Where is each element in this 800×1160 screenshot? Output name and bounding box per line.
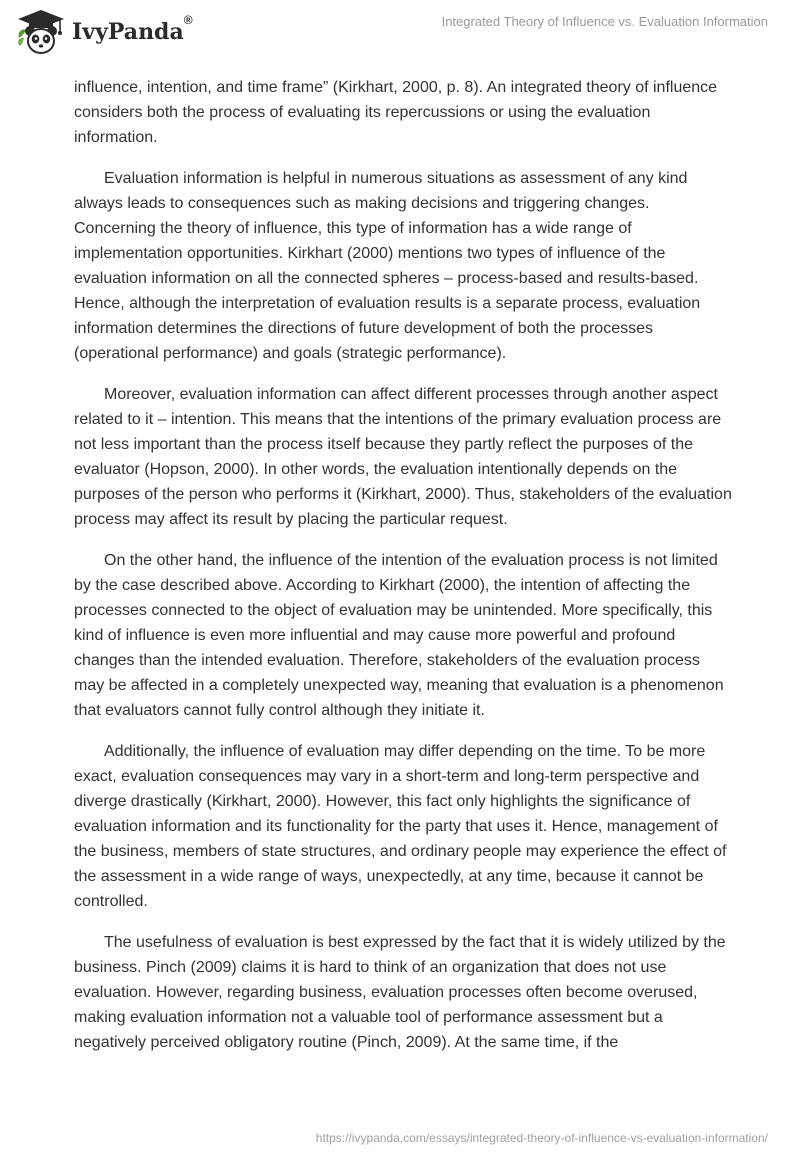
source-url[interactable]: https://ivypanda.com/essays/integrated-theory-of-influence-vs-evaluation-information/ [315,1131,768,1145]
paragraph: Moreover, evaluation information can affect different processes through another aspect related to it – intention. This means that the intentions of the primary evaluation process are not less important than the process itself because they partly reflect the purposes of the evaluator (Hopson, 2000). In other words, the evaluation intentionally depends on the purposes of the person who performs it (Kirkhart, 2000). Thus, stakeholders of the evaluation process may affect its result by placing the particular request. [74,386,732,528]
registered-mark: ® [183,13,193,27]
paragraph: Evaluation information is helpful in numerous situations as assessment of any kind always leads to consequences such as making decisions and triggering changes. Concerning the theory of influence, this type of information has a wide range of implementation opportunities. Kirkhart (2000) mentions two types of influence of the evaluation information on all the connected spheres – process-based and results-based. Hence, although the interpretation of evaluation results is a separate process, evaluation information determines the directions of future development of both the processes (operational performance) and goals (strategic performance). [74,170,701,362]
brand-wordmark: IvyPanda [72,19,184,45]
page-header [0,0,800,64]
document-title: Integrated Theory of Influence vs. Evaluation Information [441,14,768,29]
brand-logo[interactable] [14,8,193,56]
paragraph: Additionally, the influence of evaluation may differ depending on the time. To be more exact, evaluation consequences may vary in a short-term and long-term perspective and diverge drastically (Kirkhart, 2000). However, this fact only highlights the significance of evaluation information and its functionality for the party that uses it. Hence, management of the business, members of state structures, and ordinary people may experience the effect of the assessment in a wide range of ways, unexpectedly, at any time, because it cannot be controlled. [74,743,727,910]
paragraph: The usefulness of evaluation is best expressed by the fact that it is widely utilized by the business. Pinch (2009) claims it is hard to think of an organization that does not use evaluation. However, regarding business, evaluation processes often become overused, making evaluation information not a valuable tool of performance assessment but a negatively perceived obligatory routine (Pinch, 2009). At the same time, if the [74,934,726,1051]
brand-name [72,13,193,45]
paragraph: On the other hand, the influence of the intention of the evaluation process is not limited by the case described above. According to Kirkhart (2000), the intention of affecting the processes connected to the object of evaluation may be unintended. More specifically, this kind of influence is even more influential and may cause more powerful and profound changes than the intended evaluation. Therefore, stakeholders of the evaluation process may be affected in a completely unexpected way, meaning that evaluation is a phenomenon that evaluators cannot fully control although they initiate it. [74,552,724,719]
paragraph: influence, intention, and time frame” (Kirkhart, 2000, p. 8). An integrated theory of influence considers both the process of evaluating its repercussions or using the evaluation information. [74,79,718,146]
panda-graduate-icon [14,8,68,56]
essay-body [74,75,734,1071]
